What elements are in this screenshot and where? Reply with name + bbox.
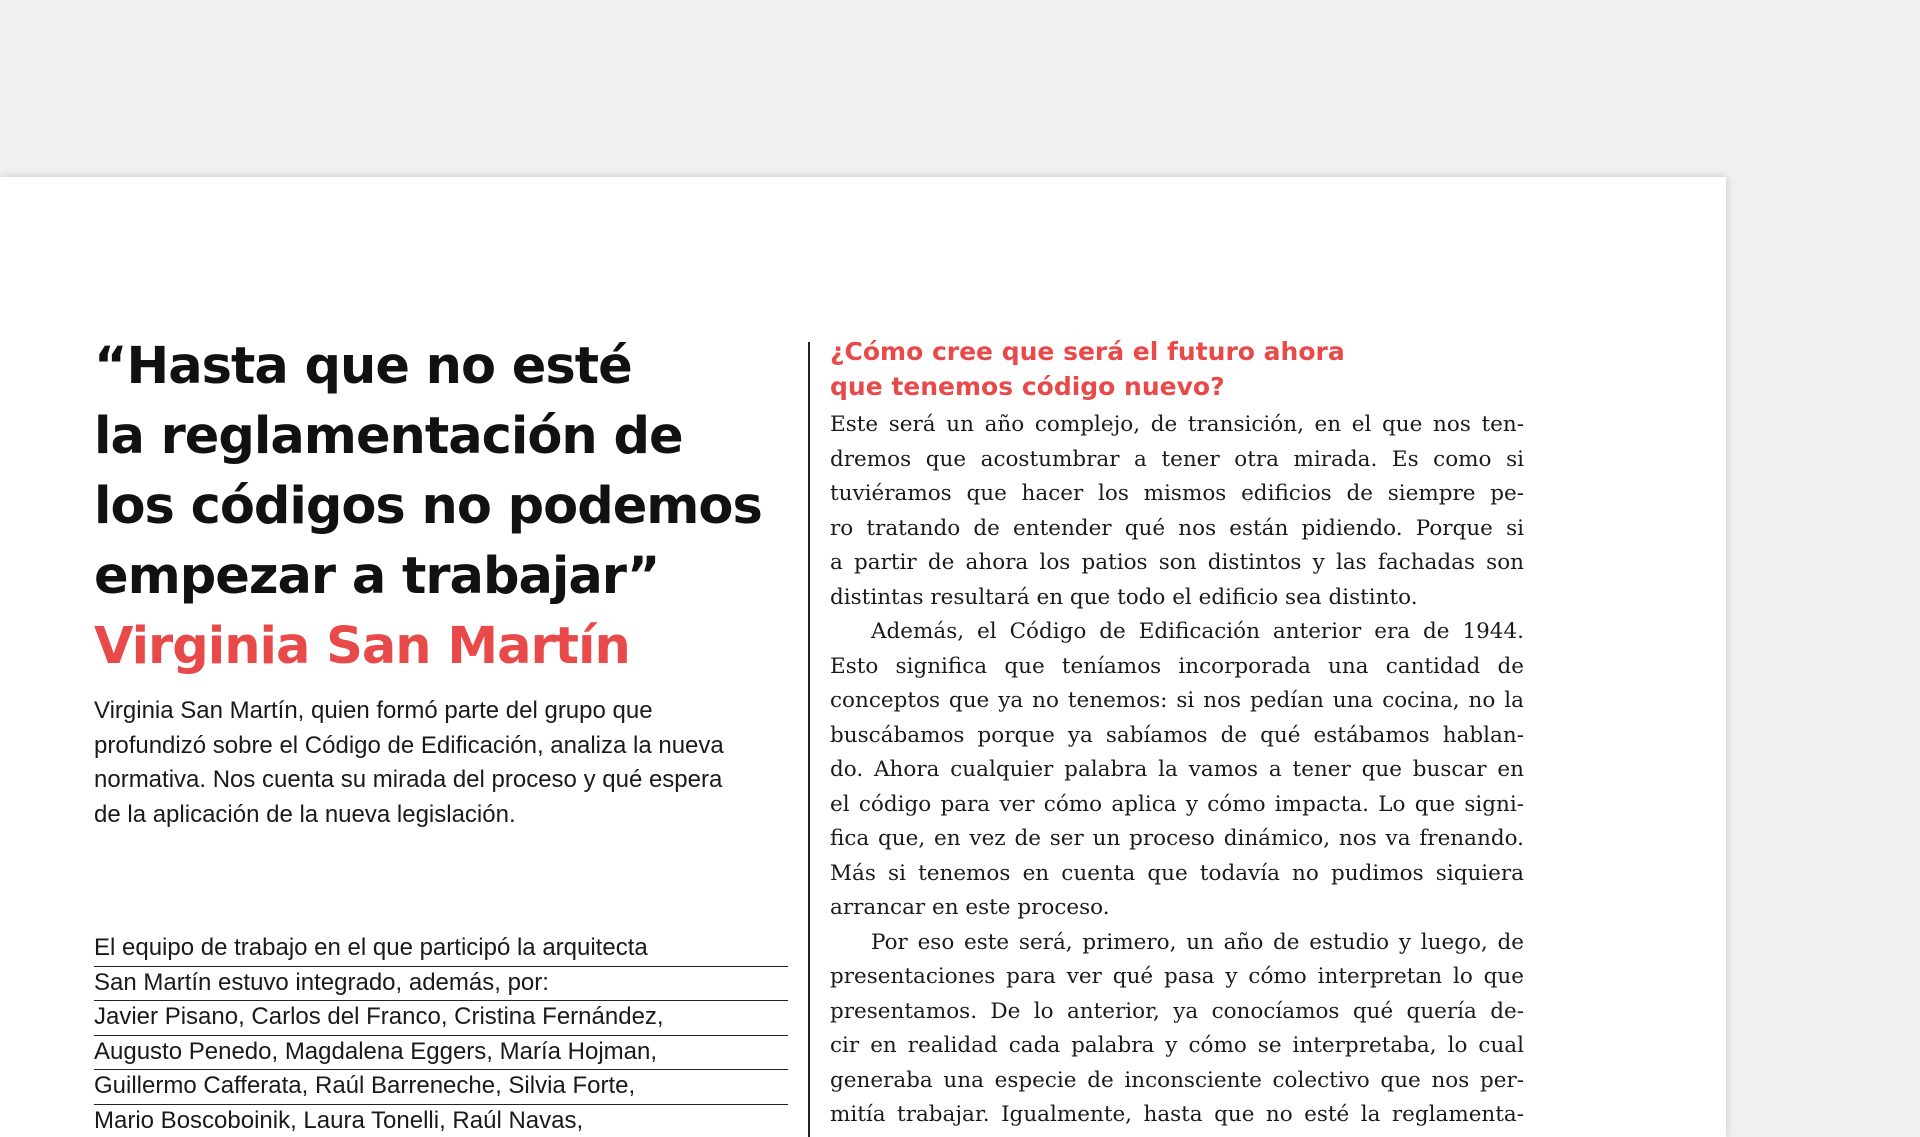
team-line: Augusto Penedo, Magdalena Eggers, María Hojman,: [94, 1036, 788, 1071]
answer-line: ro tratando de entender qué nos están pidiendo. Porque si: [830, 512, 1524, 547]
left-column: [94, 332, 794, 832]
right-column: [830, 335, 1530, 1133]
intro-line: Virginia San Martín, quien formó parte del grupo que: [94, 694, 794, 729]
answer-line: Además, el Código de Edificación anterior era de 1944.: [830, 615, 1524, 650]
answer-line: tuviéramos que hacer los mismos edificios de siempre pe-: [830, 477, 1524, 512]
answer-line: generaba una especie de inconsciente colectivo que nos per-: [830, 1064, 1524, 1099]
answer-line: a partir de ahora los patios son distintos y las fachadas son: [830, 546, 1524, 581]
answer-line: arrancar en este proceso.: [830, 891, 1524, 926]
answer-line: Por eso este será, primero, un año de estudio y luego, de: [830, 926, 1524, 961]
interview-answer: [830, 408, 1530, 1133]
headline-line: empezar a trabajar”: [94, 542, 794, 612]
interview-question: [830, 335, 1530, 404]
answer-line: Más si tenemos en cuenta que todavía no pudimos siquiera: [830, 857, 1524, 892]
author-name: Virginia San Martín: [94, 612, 794, 682]
answer-line: Este será un año complejo, de transición, en el que nos ten-: [830, 408, 1524, 443]
answer-line: presentamos. De lo anterior, ya conocíamos qué quería de-: [830, 995, 1524, 1030]
answer-line: cir en realidad cada palabra y cómo se interpretaba, lo cual: [830, 1029, 1524, 1064]
answer-line: do. Ahora cualquier palabra la vamos a tener que buscar en: [830, 753, 1524, 788]
headline: [94, 332, 794, 612]
question-line: que tenemos código nuevo?: [830, 370, 1530, 405]
intro-paragraph: [94, 694, 794, 832]
answer-line: conceptos que ya no tenemos: si nos pedían una cocina, no la: [830, 684, 1524, 719]
intro-line: profundizó sobre el Código de Edificación, analiza la nueva: [94, 729, 794, 764]
answer-line: fica que, en vez de ser un proceso dinámico, nos va frenando.: [830, 822, 1524, 857]
intro-line: normativa. Nos cuenta su mirada del proceso y qué espera: [94, 763, 794, 798]
team-line: Mario Boscoboinik, Laura Tonelli, Raúl Navas,: [94, 1105, 788, 1137]
answer-line: distintas resultará en que todo el edificio sea distinto.: [830, 581, 1524, 616]
magazine-page: [0, 177, 1726, 1137]
headline-line: los códigos no podemos: [94, 472, 794, 542]
answer-line: buscábamos porque ya sabíamos de qué estábamos hablan-: [830, 719, 1524, 754]
team-line: San Martín estuvo integrado, además, por:: [94, 967, 788, 1002]
headline-line: la reglamentación de: [94, 402, 794, 472]
team-line: El equipo de trabajo en el que participó la arquitecta: [94, 932, 788, 967]
answer-line: Esto significa que teníamos incorporada una cantidad de: [830, 650, 1524, 685]
answer-line: el código para ver cómo aplica y cómo impacta. Lo que signi-: [830, 788, 1524, 823]
column-divider: [808, 342, 810, 1137]
answer-line: mitía trabajar. Igualmente, hasta que no esté la reglamenta-: [830, 1098, 1524, 1133]
question-line: ¿Cómo cree que será el futuro ahora: [830, 335, 1530, 370]
team-line: Guillermo Cafferata, Raúl Barreneche, Silvia Forte,: [94, 1070, 788, 1105]
team-line: Javier Pisano, Carlos del Franco, Cristina Fernández,: [94, 1001, 788, 1036]
answer-line: presentaciones para ver qué pasa y cómo interpretan lo que: [830, 960, 1524, 995]
answer-line: dremos que acostumbrar a tener otra mirada. Es como si: [830, 443, 1524, 478]
intro-line: de la aplicación de la nueva legislación.: [94, 798, 794, 833]
team-credits: [94, 932, 788, 1137]
headline-line: “Hasta que no esté: [94, 332, 794, 402]
